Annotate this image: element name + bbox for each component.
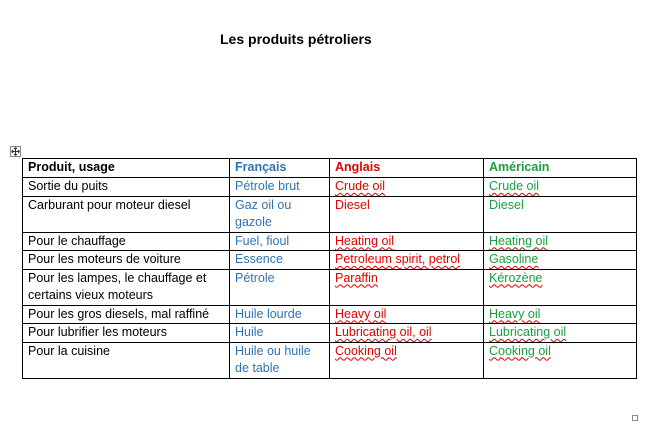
cell-francais: Fuel, fioul xyxy=(230,232,330,251)
cell-anglais: Lubricating oil, oil xyxy=(330,324,484,343)
cell-americain: Cooking oil xyxy=(484,342,637,378)
table-resize-handle[interactable] xyxy=(632,415,638,421)
header-usage: Produit, usage xyxy=(23,159,230,178)
table-body xyxy=(23,178,637,379)
cell-francais: Essence xyxy=(230,251,330,270)
cell-usage: Pour le chauffage xyxy=(23,232,230,251)
table-row xyxy=(23,196,637,232)
cell-anglais: Cooking oil xyxy=(330,342,484,378)
header-anglais: Anglais xyxy=(330,159,484,178)
cell-americain: Kérozène xyxy=(484,269,637,305)
cell-americain: Heavy oil xyxy=(484,305,637,324)
table-row xyxy=(23,342,637,378)
table-row xyxy=(23,269,637,305)
cell-francais: Huile ou huile de table xyxy=(230,342,330,378)
cell-americain: Heating oil xyxy=(484,232,637,251)
table-row xyxy=(23,251,637,270)
cell-americain: Diesel xyxy=(484,196,637,232)
cell-francais: Pétrole xyxy=(230,269,330,305)
header-francais: Français xyxy=(230,159,330,178)
cell-usage: Carburant pour moteur diesel xyxy=(23,196,230,232)
cell-usage: Pour les moteurs de voiture xyxy=(23,251,230,270)
table-row xyxy=(23,178,637,197)
table-row xyxy=(23,305,637,324)
cell-anglais: Heating oil xyxy=(330,232,484,251)
cell-usage: Pour les gros diesels, mal raffiné xyxy=(23,305,230,324)
cell-anglais: Paraffin xyxy=(330,269,484,305)
table-row xyxy=(23,324,637,343)
cell-americain: Lubricating oil xyxy=(484,324,637,343)
cell-francais: Huile xyxy=(230,324,330,343)
cell-francais: Gaz oil ou gazole xyxy=(230,196,330,232)
cell-usage: Pour lubrifier les moteurs xyxy=(23,324,230,343)
cell-usage: Sortie du puits xyxy=(23,178,230,197)
cell-usage: Pour la cuisine xyxy=(23,342,230,378)
cell-francais: Pétrole brut xyxy=(230,178,330,197)
cell-usage: Pour les lampes, le chauffage et certains vieux moteurs xyxy=(23,269,230,305)
cell-francais: Huile lourde xyxy=(230,305,330,324)
table-header-row xyxy=(23,159,637,178)
cell-anglais: Heavy oil xyxy=(330,305,484,324)
cell-anglais: Petroleum spirit, petrol xyxy=(330,251,484,270)
cell-americain: Gasoline xyxy=(484,251,637,270)
table-move-handle-icon[interactable] xyxy=(10,146,21,157)
table-row xyxy=(23,232,637,251)
petroleum-products-table xyxy=(22,158,637,379)
cell-anglais: Crude oil xyxy=(330,178,484,197)
cell-anglais: Diesel xyxy=(330,196,484,232)
cell-americain: Crude oil xyxy=(484,178,637,197)
document-title: Les produits pétroliers xyxy=(220,31,372,47)
header-americain: Américain xyxy=(484,159,637,178)
